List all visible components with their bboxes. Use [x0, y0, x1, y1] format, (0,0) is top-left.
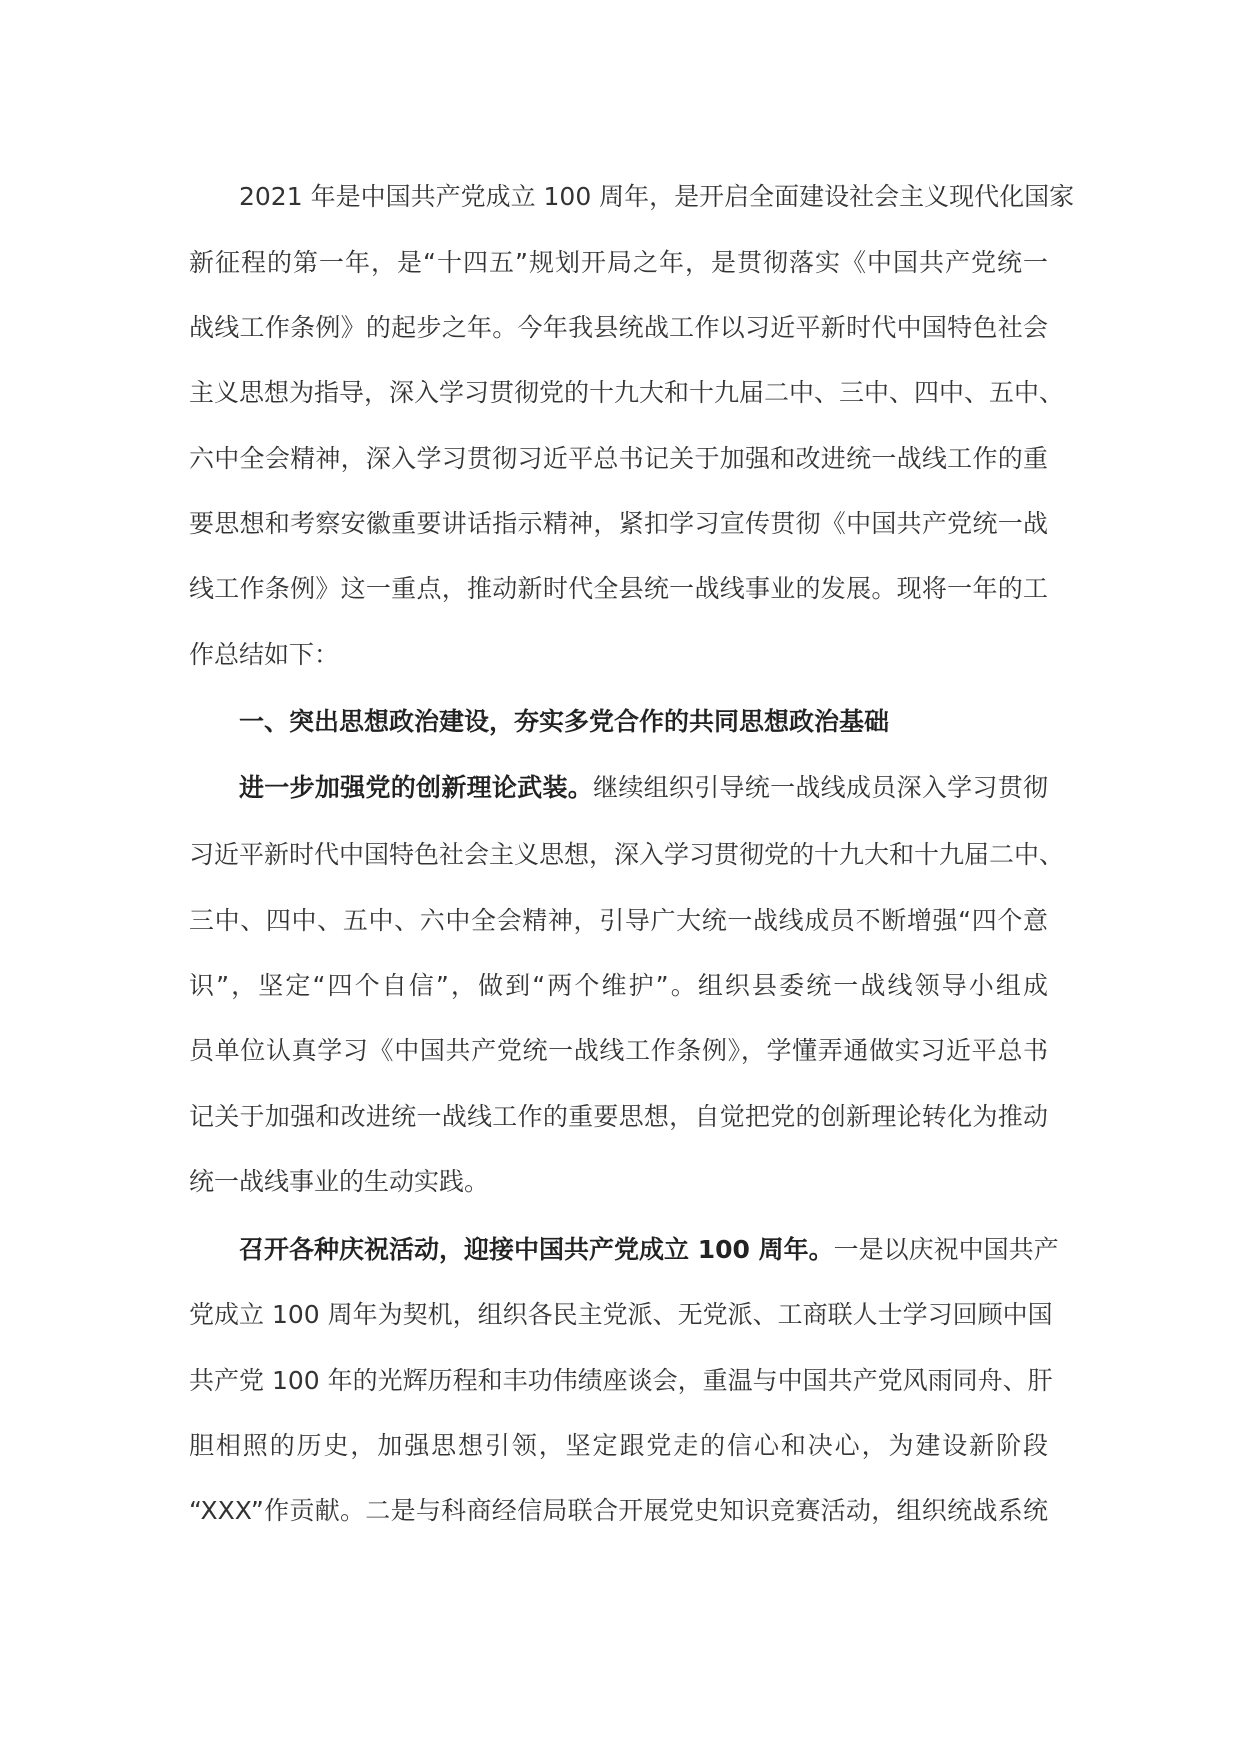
- line-text: 2021 年是中国共产党成立 100 周年，是开启全面建设社会主义现代化国家: [239, 182, 1075, 212]
- line-text: 习近平新时代中国特色社会主义思想，深入学习贯彻党的十九大和十九届二中、: [189, 840, 1065, 870]
- text-line: [189, 1299, 1053, 1331]
- text-line: [189, 1365, 1053, 1397]
- text-line: [189, 443, 1048, 475]
- line-text: 识”，坚定“四个自信”，做到“两个维护”。组织县委统一战线领导小组成: [189, 971, 1048, 1001]
- line-text: 党成立 100 周年为契机，组织各民主党派、无党派、工商联人士学习回顾中国: [189, 1300, 1053, 1330]
- text-line: [189, 970, 1048, 1002]
- text-line: [189, 1101, 1048, 1133]
- line-text: 作总结如下：: [189, 639, 340, 669]
- bold-lead: 进一步加强党的创新理论武装。: [239, 772, 594, 802]
- bold-lead: 召开各种庆祝活动，迎接中国共产党成立 100 周年。: [239, 1234, 834, 1264]
- line-text: 员单位认真学习《中国共产党统一战线工作条例》，学懂弄通做实习近平总书: [189, 1036, 1048, 1066]
- line-text: 六中全会精神，深入学习贯彻习近平总书记关于加强和改进统一战线工作的重: [189, 443, 1048, 473]
- text-line: [189, 377, 1065, 409]
- line-text: 共产党 100 年的光辉历程和丰功伟绩座谈会，重温与中国共产党风雨同舟、肝: [189, 1365, 1053, 1395]
- text-line: [189, 639, 1048, 671]
- line-text: 战线工作条例》的起步之年。今年我县统战工作以习近平新时代中国特色社会: [189, 312, 1048, 342]
- text-line: [239, 772, 1048, 804]
- text-line: [189, 839, 1065, 871]
- text-line: [189, 1430, 1048, 1462]
- text-line: [189, 1035, 1048, 1067]
- line-text: 胆相照的历史，加强思想引领，坚定跟党走的信心和决心，为建设新阶段: [189, 1430, 1048, 1460]
- text-line: [239, 706, 1048, 738]
- line-text: 记关于加强和改进统一战线工作的重要思想，自觉把党的创新理论转化为推动: [189, 1101, 1048, 1131]
- line-text: 一是以庆祝中国共产: [833, 1234, 1059, 1264]
- text-line: [239, 181, 1075, 213]
- line-text: “XXX”作贡献。二是与科商经信局联合开展党史知识竞赛活动，组织统战系统: [189, 1496, 1048, 1526]
- line-text: 统一战线事业的生动实践。: [189, 1167, 490, 1197]
- text-line: [189, 1166, 1048, 1198]
- text-line: [189, 312, 1048, 344]
- line-text: 继续组织引导统一战线成员深入学习贯彻: [593, 772, 1048, 802]
- line-text: 新征程的第一年，是“十四五”规划开局之年，是贯彻落实《中国共产党统一: [189, 247, 1048, 277]
- text-line: [189, 905, 1048, 937]
- text-line: [189, 247, 1048, 279]
- line-text: 三中、四中、五中、六中全会精神，引导广大统一战线成员不断增强“四个意: [189, 905, 1048, 935]
- text-line: [239, 1234, 1059, 1266]
- bold-lead: 一、突出思想政治建设，夯实多党合作的共同思想政治基础: [239, 707, 890, 737]
- text-line: [189, 508, 1048, 540]
- line-text: 主义思想为指导，深入学习贯彻党的十九大和十九届二中、三中、四中、五中、: [189, 378, 1065, 408]
- text-line: [189, 1495, 1048, 1527]
- line-text: 线工作条例》这一重点，推动新时代全县统一战线事业的发展。现将一年的工: [189, 574, 1048, 604]
- text-line: [189, 573, 1048, 605]
- line-text: 要思想和考察安徽重要讲话指示精神，紧扣学习宣传贯彻《中国共产党统一战: [189, 509, 1048, 539]
